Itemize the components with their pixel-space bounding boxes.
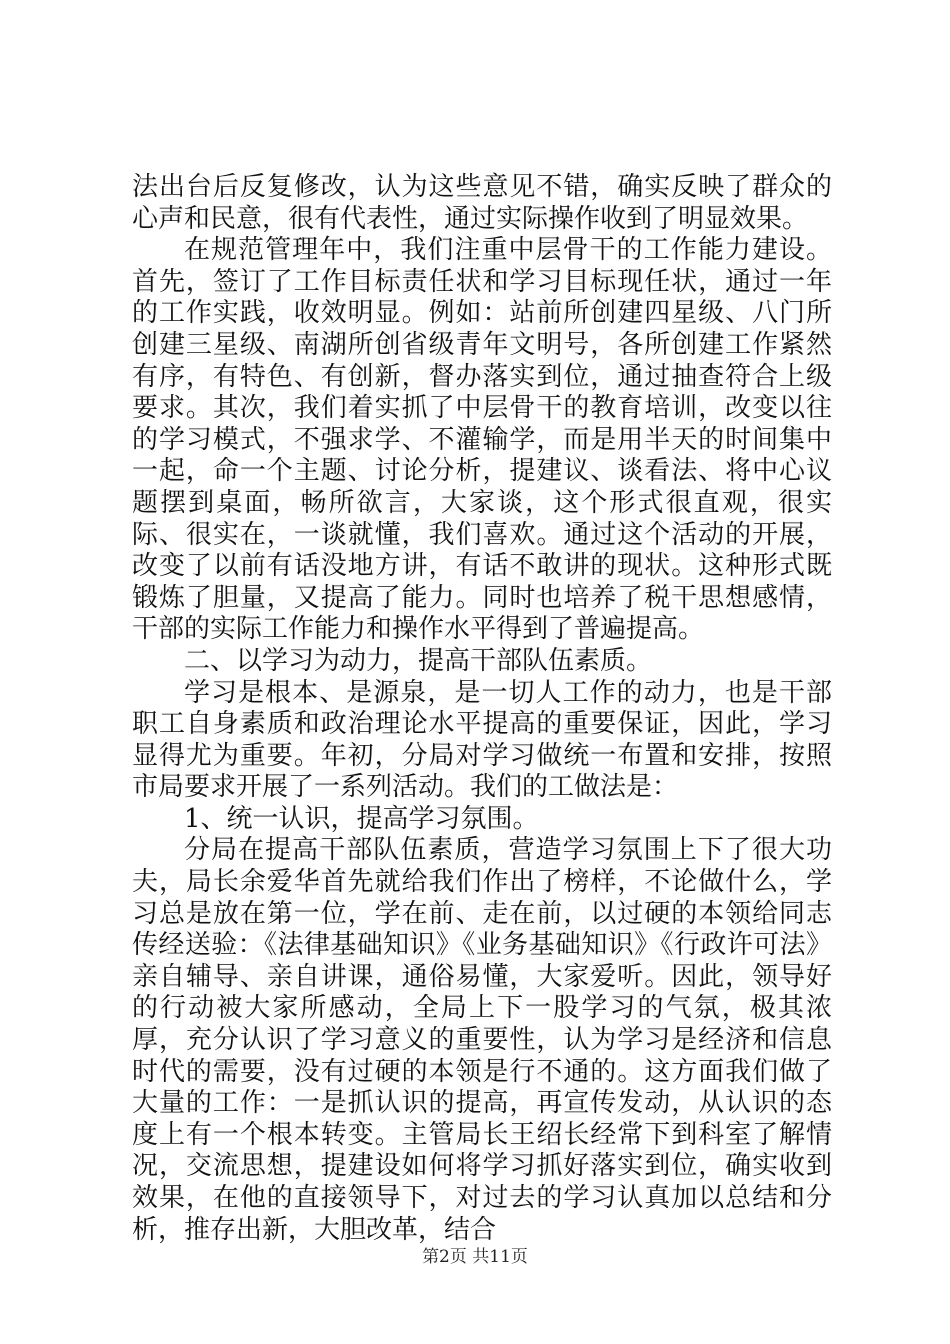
section-heading-2: 二、以学习为动力，提高干部队伍素质。 <box>184 645 653 676</box>
paragraph-4: 分局在提高干部队伍素质，营造学习氛围上下了很大功夫，局长余爱华首先就给我们作出了榜样，不论做什么，学习总是放在第一位，学在前、走在前，以过硬的本领给同志传经送验：《法律基础知识》《业务基础知识》《行政许可法》亲自辅导、亲自讲课，通俗易懂，大家爱听。因此，领导好的行动被大家所感动，全局上下一股学习的气氛，极其浓厚，充分认识了学习意义的重要性，认为学习是经济和信息时代的需要，没有过硬的本领是行不通的。这方面我们做了大量的工作：一是抓认识的提高，再宣传发动，从认识的态度上有一个根本转变。主管局长王绍长经常下到科室了解情况，交流思想，提建设如何将学习抓好落实到位，确实收到效果，在他的直接领导下，对过去的学习认真加以总结和分析，推存出新，大胆改革，结合 <box>132 835 832 1245</box>
document-body <box>132 172 832 1246</box>
paragraph-3: 学习是根本、是源泉，是一切人工作的动力，也是干部职工自身素质和政治理论水平提高的重要保证，因此，学习显得尤为重要。年初，分局对学习做统一布置和安排，按照市局要求开展了一系列活动。我们的工做法是： <box>132 677 832 803</box>
page-number-footer: 第2页 共11页 <box>422 1247 528 1267</box>
subheading-1: 1、统一认识，提高学习氛围。 <box>184 803 539 834</box>
paragraph-2: 在规范管理年中，我们注重中层骨干的工作能力建设。首先，签订了工作目标责任状和学习目标现任状，通过一年的工作实践，收效明显。例如：站前所创建四星级、八门所创建三星级、南湖所创省级青年文明号，各所创建工作紧然有序，有特色、有创新，督办落实到位，通过抽查符合上级要求。其次，我们着实抓了中层骨干的教育培训，改变以往的学习模式，不强求学、不灌输学，而是用半天的时间集中一起，命一个主题、讨论分析，提建议、谈看法、将中心议题摆到桌面，畅所欲言，大家谈，这个形式很直观，很实际、很实在，一谈就懂，我们喜欢。通过这个活动的开展，改变了以前有话没地方讲，有话不敢讲的现状。这种形式既锻炼了胆量，又提高了能力。同时也培养了税干思想感情，干部的实际工作能力和操作水平得到了普遍提高。 <box>132 235 832 645</box>
paragraph-1: 法出台后反复修改，认为这些意见不错，确实反映了群众的心声和民意，很有代表性，通过实际操作收到了明显效果。 <box>132 172 832 234</box>
